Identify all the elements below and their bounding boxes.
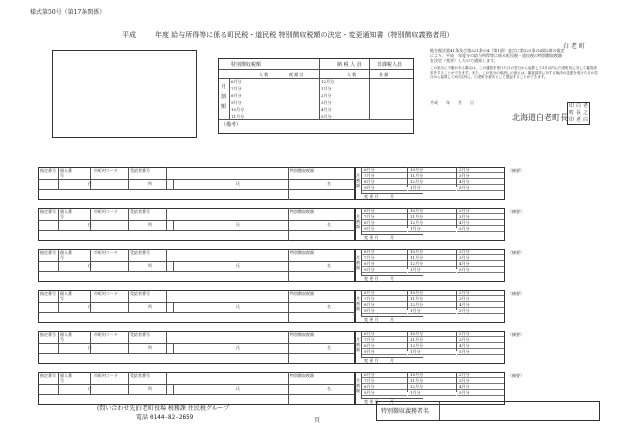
month-col-3 (457, 290, 504, 314)
issuer-name: 北海道白老町長 (512, 113, 568, 122)
upper-month-right: 1月分 (321, 86, 332, 91)
month-cell: 12月分 (408, 384, 456, 390)
upper-month-right: 3月分 (321, 100, 332, 105)
month-cell: 5月分 (457, 390, 504, 396)
month-cell: 12月分 (408, 343, 456, 349)
month-cell: 2月分 (457, 167, 504, 173)
record-remarks: （摘要） (508, 168, 524, 173)
month-cell: 1月分 (408, 349, 456, 355)
town-label: 白 老 町 (563, 43, 585, 50)
month-cell: 9月分 (362, 349, 407, 355)
month-cell: 1月分 (408, 390, 456, 396)
record-name-label: 氏 (236, 304, 240, 309)
change-month-unit: 月 (390, 399, 394, 404)
record-address-label-2: 所 (148, 345, 152, 350)
upper-remarks: （備考） (221, 122, 242, 128)
month-col-1 (362, 167, 407, 191)
month-cell: 4月分 (457, 384, 504, 390)
change-month-unit: 月 (390, 194, 394, 199)
notice-date: 平成 年 月 日 (430, 100, 474, 105)
record-employee-label: 受給者番号 (130, 209, 150, 214)
record-block (38, 167, 593, 202)
month-cell: 5月分 (457, 349, 504, 355)
change-month-unit: 月 (390, 317, 394, 322)
record-id-label: 指定番号 (40, 373, 56, 378)
seal-char: 白 (575, 103, 581, 109)
notice-line: により、平成 年度分の給与所得等に係る町民税・道民税の特別徴収税額 (430, 53, 562, 58)
month-col-3 (457, 372, 504, 396)
record-monthly-label: 月割額 (356, 255, 360, 270)
seal-char: 老 (575, 117, 581, 123)
month-cell: 10月分 (408, 167, 456, 173)
record-address-label: 住 (88, 345, 92, 350)
record-address-label: 住 (88, 181, 92, 186)
seal-char: 印 (568, 103, 574, 109)
record-block (38, 208, 593, 243)
upper-col-count: 人 数 (259, 72, 269, 77)
month-cell: 4月分 (457, 343, 504, 349)
seal-char: 印 (568, 117, 574, 123)
record-tax-label: 特別徴収税額 (290, 209, 314, 214)
month-col-2 (408, 372, 456, 396)
record-monthly-label: 月割額 (356, 173, 360, 188)
upper-month-right: 4月分 (321, 107, 332, 112)
month-cell: 9月分 (362, 308, 407, 314)
month-col-2 (408, 331, 456, 355)
record-address-label-2: 所 (148, 263, 152, 268)
month-cell: 1月分 (408, 185, 456, 191)
record-id-label: 指定番号 (40, 291, 56, 296)
upper-month-left: 7月分 (231, 86, 242, 91)
month-cell: 1月分 (408, 226, 456, 232)
page-label: 頁 (314, 417, 321, 424)
record-block (38, 331, 593, 366)
month-col-3 (457, 249, 504, 273)
change-month-label: 変 更 月 (364, 358, 379, 363)
record-name-label: 氏 (236, 222, 240, 227)
record-id-label: 指定番号 (40, 332, 56, 337)
record-municipal-label: 市町村コード (94, 250, 118, 255)
upper-tax-table (218, 58, 414, 134)
month-cell: 10月分 (408, 372, 456, 378)
upper-col-nontaxed: 非課税人員 (377, 62, 403, 68)
record-employee-label: 受給者番号 (130, 291, 150, 296)
record-monthly-label: 月割額 (356, 214, 360, 229)
month-cell: 9月分 (362, 390, 407, 396)
seal-char: 長 (575, 110, 581, 116)
record-address-label: 住 (88, 386, 92, 391)
month-cell: 12月分 (408, 179, 456, 185)
notice-text (430, 48, 600, 80)
record-tax-label: 特別徴収税額 (290, 332, 314, 337)
record-name-label-2: 名 (327, 345, 331, 350)
record-name-label-2: 名 (327, 386, 331, 391)
record-municipal-label: 市町村コード (94, 332, 118, 337)
month-col-1 (362, 372, 407, 396)
month-cell: 11月分 (408, 173, 456, 179)
record-id-label: 指定番号 (40, 250, 56, 255)
month-cell: 6月分 (362, 167, 407, 173)
month-col-3 (457, 167, 504, 191)
record-address-label: 住 (88, 222, 92, 227)
record-address-label-2: 所 (148, 304, 152, 309)
month-cell: 9月分 (362, 226, 407, 232)
upper-row-label-1: 月 (221, 84, 227, 90)
record-name-label-2: 名 (327, 263, 331, 268)
month-cell: 4月分 (457, 179, 504, 185)
upper-col-payer: 納 税 人 員 (337, 62, 362, 68)
change-month-label: 変 更 月 (364, 276, 379, 281)
month-cell: 2月分 (457, 208, 504, 214)
month-cell: 2月分 (457, 290, 504, 296)
upper-group-label: 特別徴収税額 (231, 62, 262, 68)
contact-phone: 0144-82-2659 (150, 414, 194, 421)
record-monthly-label: 月割額 (356, 378, 360, 393)
notice-line: を決定（変更）したので通知します。 (430, 58, 498, 63)
record-id-label: 指定番号 (40, 209, 56, 214)
month-cell: 7月分 (362, 214, 407, 220)
form-code: 様式第50号（第17条関係） (30, 9, 106, 16)
month-cell: 6月分 (362, 372, 407, 378)
official-seal (567, 102, 590, 125)
upper-month-left: 10月分 (231, 107, 245, 112)
upper-month-right: 5月分 (321, 114, 332, 119)
change-month-label: 変 更 月 (364, 194, 379, 199)
month-cell: 5月分 (457, 267, 504, 273)
month-cell: 4月分 (457, 302, 504, 308)
record-tax-label: 特別徴収税額 (290, 291, 314, 296)
seal-char: 老 (582, 103, 588, 109)
record-monthly-label: 月割額 (356, 296, 360, 311)
month-cell: 1月分 (408, 308, 456, 314)
month-cell: 7月分 (362, 378, 407, 384)
month-cell: 3月分 (457, 378, 504, 384)
record-name-label-2: 名 (327, 222, 331, 227)
record-name-label: 氏 (236, 386, 240, 391)
record-address-label: 住 (88, 263, 92, 268)
seal-char: 之 (582, 110, 588, 116)
month-cell: 12月分 (408, 302, 456, 308)
month-col-2 (408, 249, 456, 273)
month-cell: 4月分 (457, 261, 504, 267)
month-cell: 3月分 (457, 255, 504, 261)
month-cell: 5月分 (457, 308, 504, 314)
record-address-label-2: 所 (148, 181, 152, 186)
month-col-2 (408, 290, 456, 314)
notice-line: 地方税法第41条及び第321条の4（第1項）並びに第321条の4第2項の規定 (430, 48, 565, 53)
month-cell: 3月分 (457, 214, 504, 220)
obligor-box (376, 401, 600, 421)
record-monthly-label: 月割額 (356, 337, 360, 352)
record-name-label-2: 名 (327, 304, 331, 309)
month-cell: 3月分 (457, 337, 504, 343)
month-cell: 8月分 (362, 220, 407, 226)
record-name-label-2: 名 (327, 181, 331, 186)
record-municipal-label: 市町村コード (94, 168, 118, 173)
obligor-label: 特別徴収義務者名 (381, 408, 430, 415)
contact-office: 白老町役場 税務課 住民税グループ (136, 405, 230, 412)
record-employee-label: 受給者番号 (130, 332, 150, 337)
month-cell: 8月分 (362, 343, 407, 349)
contact-label: (問い合わせ先) (97, 405, 138, 412)
month-cell: 6月分 (362, 331, 407, 337)
record-address-label-2: 所 (148, 222, 152, 227)
header-era: 平成 (122, 31, 136, 39)
record-municipal-label: 市町村コード (94, 209, 118, 214)
month-col-1 (362, 290, 407, 314)
month-cell: 7月分 (362, 255, 407, 261)
record-municipal-label: 市町村コード (94, 291, 118, 296)
record-personal-label: 個人番号 (60, 250, 72, 260)
record-personal-label: 個人番号 (60, 209, 72, 219)
upper-month-left: 9月分 (231, 100, 242, 105)
record-block (38, 290, 593, 325)
record-remarks: （摘要） (508, 209, 524, 214)
month-cell: 11月分 (408, 296, 456, 302)
upper-row-label-3: 額 (221, 104, 227, 110)
record-personal-label: 個人番号 (60, 291, 72, 301)
record-personal-label: 個人番号 (60, 168, 72, 178)
header-title: 年度 給与所得等に係る町民税・道民税 特別徴収税額の決定・変更通知書（特別徴収義務者用） (155, 31, 454, 39)
change-month-label: 変 更 月 (364, 317, 379, 322)
contact-phone-label: 電話 (136, 414, 149, 421)
month-cell: 10月分 (408, 290, 456, 296)
month-cell: 10月分 (408, 249, 456, 255)
month-cell: 8月分 (362, 261, 407, 267)
month-cell: 5月分 (457, 226, 504, 232)
record-remarks: （摘要） (508, 373, 524, 378)
month-cell: 7月分 (362, 173, 407, 179)
record-employee-label: 受給者番号 (130, 250, 150, 255)
month-cell: 2月分 (457, 372, 504, 378)
month-cell: 11月分 (408, 337, 456, 343)
record-block (38, 249, 593, 284)
record-name-label: 氏 (236, 181, 240, 186)
record-name-label: 氏 (236, 263, 240, 268)
record-name-label: 氏 (236, 345, 240, 350)
seal-char: 白 (582, 117, 588, 123)
upper-month-left: 8月分 (231, 93, 242, 98)
record-employee-label: 受給者番号 (130, 168, 150, 173)
month-cell: 3月分 (457, 296, 504, 302)
upper-col-tax: 税 額 計 (289, 72, 304, 77)
change-month-label: 変 更 月 (364, 235, 379, 240)
month-cell: 7月分 (362, 296, 407, 302)
month-cell: 3月分 (457, 173, 504, 179)
recipient-address-box (52, 50, 197, 138)
upper-month-left: 11月分 (231, 114, 245, 119)
record-tax-label: 特別徴収税額 (290, 250, 314, 255)
month-col-1 (362, 331, 407, 355)
record-personal-label: 個人番号 (60, 373, 72, 383)
record-personal-label: 個人番号 (60, 332, 72, 342)
record-remarks: （摘要） (508, 291, 524, 296)
month-cell: 10月分 (408, 331, 456, 337)
change-month-unit: 月 (390, 235, 394, 240)
upper-col-count-2: 人 数 (347, 72, 357, 77)
month-cell: 10月分 (408, 208, 456, 214)
upper-col-amount: 金 額 (379, 72, 389, 77)
change-month-label: 変 更 月 (364, 399, 379, 404)
record-employee-label: 受給者番号 (130, 373, 150, 378)
change-month-unit: 月 (390, 358, 394, 363)
month-cell: 1月分 (408, 267, 456, 273)
month-cell: 11月分 (408, 255, 456, 261)
month-cell: 7月分 (362, 337, 407, 343)
month-col-3 (457, 331, 504, 355)
month-col-2 (408, 167, 456, 191)
record-tax-label: 特別徴収税額 (290, 168, 314, 173)
month-cell: 9月分 (362, 185, 407, 191)
seal-char: 町 (568, 110, 574, 116)
legal-note: この処分に不服がある場合は、この通知を受けた日の翌日から起算して3月以内に白老町長に対して審査請求をすることができます。また、この処分の取消しの訴えは、審査請求に対する裁決の送達を受けた日の翌日から起算して6月以内に、白老町を被告として提起することができます。 (430, 66, 598, 79)
record-address-label: 住 (88, 304, 92, 309)
upper-month-left: 6月分 (231, 79, 242, 84)
upper-row-label-2: 割 (221, 94, 227, 100)
month-cell: 8月分 (362, 384, 407, 390)
month-cell: 6月分 (362, 208, 407, 214)
month-cell: 11月分 (408, 378, 456, 384)
record-address-label-2: 所 (148, 386, 152, 391)
month-col-2 (408, 208, 456, 232)
month-cell: 6月分 (362, 249, 407, 255)
month-cell: 2月分 (457, 331, 504, 337)
month-col-3 (457, 208, 504, 232)
month-cell: 12月分 (408, 261, 456, 267)
month-cell: 12月分 (408, 220, 456, 226)
upper-month-right: 2月分 (321, 93, 332, 98)
month-cell: 2月分 (457, 249, 504, 255)
record-remarks: （摘要） (508, 250, 524, 255)
change-month-unit: 月 (390, 276, 394, 281)
upper-month-right: 12月分 (321, 79, 335, 84)
month-cell: 4月分 (457, 220, 504, 226)
month-cell: 8月分 (362, 302, 407, 308)
month-col-1 (362, 249, 407, 273)
record-tax-label: 特別徴収税額 (290, 373, 314, 378)
month-cell: 5月分 (457, 185, 504, 191)
record-municipal-label: 市町村コード (94, 373, 118, 378)
record-remarks: （摘要） (508, 332, 524, 337)
month-cell: 11月分 (408, 214, 456, 220)
month-cell: 6月分 (362, 290, 407, 296)
record-id-label: 指定番号 (40, 168, 56, 173)
month-col-1 (362, 208, 407, 232)
month-cell: 9月分 (362, 267, 407, 273)
month-cell: 8月分 (362, 179, 407, 185)
